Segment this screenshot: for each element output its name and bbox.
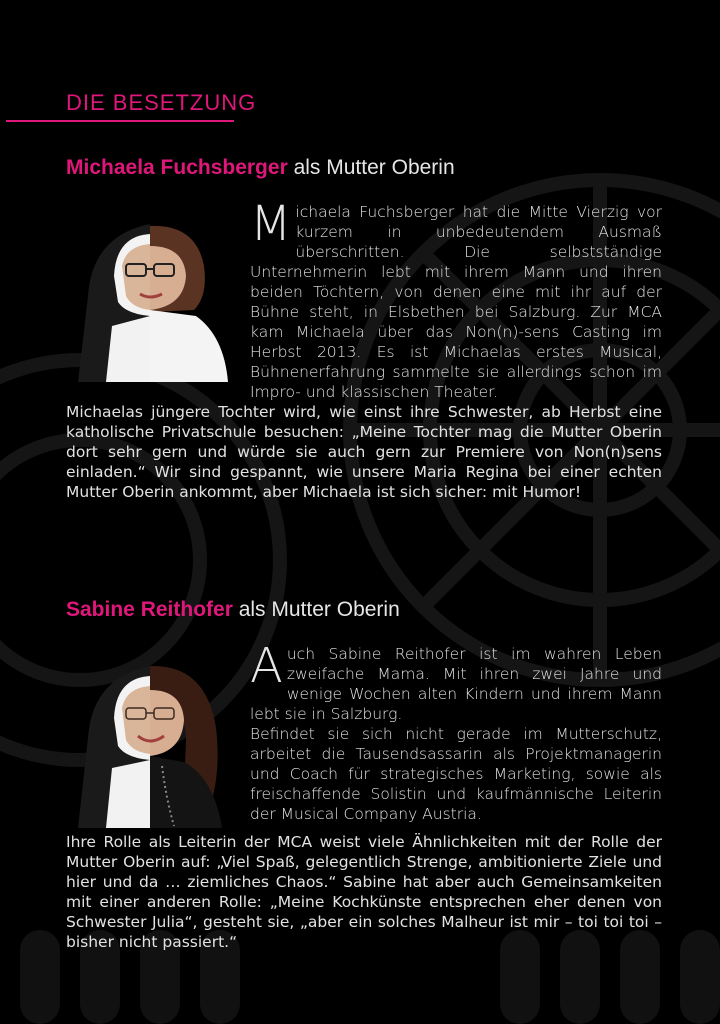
bio-lead-text: uch Sabine Reithofer ist im wahren Leben zweifache Mama. Mit ihren zwei Jahre und wenige Wochen alten Kindern und ihrem Mann lebt sie in Salzburg. (250, 645, 662, 723)
bio-rest: Michaelas jüngere Tochter wird, wie einst ihre Schwester, ab Herbst eine katholische Privatschule besuchen: „Meine Tochter mag die Mutter Oberin dort sehr gern und würde sie auch gern zur Premiere von Non(n)sens einladen.“ Wir sind gespannt, wie unsere Maria Regina bei einer echten Mutter Oberin ankommt, aber Michaela ist sich sicher: mit Humor! (66, 403, 662, 501)
bio-rest: Ihre Rolle als Leiterin der MCA weist viele Ähnlichkeiten mit der Rolle der Mutter Oberin auf: „Viel Spaß, gelegentlich Strenge, ambitionierte Ziele und hier und da … ziemliches Chaos.“ Sabine hat aber auch Gemeinsamkeiten mit einer anderen Rolle: „Meine Kochkünste entsprechen eher denen von Schwester Julia“, gesteht sie, „aber ein solches Malheur ist mir – toi toi toi – bisher nicht passiert.“ (66, 833, 662, 951)
member-title (66, 156, 662, 180)
heading-underline (6, 120, 234, 122)
member-role: als Mutter Oberin (232, 598, 400, 621)
portrait-michaela (66, 206, 234, 382)
cast-member-michaela (66, 156, 662, 502)
member-role: als Mutter Oberin (287, 156, 455, 179)
bio-lead-2: Befindet sie sich nicht gerade im Mutterschutz, arbeitet die Tausendsassarin als Projektmanagerin und Coach für strategisches Marketing, sowie als freischaffende Solistin und kaufmännische Leiterin der Musical Company Austria. (250, 725, 662, 823)
member-title (66, 598, 662, 622)
section-heading: DIE BESETZUNG (66, 90, 257, 115)
member-name: Sabine Reithofer (66, 598, 233, 621)
bio-lead-text: ichaela Fuchsberger hat die Mitte Vierzig vor kurzem in unbedeutendem Ausmaß überschritten. Die selbstständige Unternehmerin lebt mit ihrem Mann und ihren beiden Töchtern, von denen eine mit ihr auf der Bühne steht, in Elsbethen bei Salzburg. Zur MCA kam Michaela über das Non(n)-sens Casting im Herbst 2013. Es ist Michaelas erstes Musical, Bühnenerfahrung sammelte sie allerdings schon im Impro- und klassischen Theater. (250, 203, 662, 401)
drop-cap: A (250, 638, 283, 694)
drop-cap: M (250, 196, 292, 252)
member-name: Michaela Fuchsberger (66, 156, 288, 179)
cast-member-sabine (66, 598, 662, 952)
portrait-sabine (66, 648, 234, 828)
